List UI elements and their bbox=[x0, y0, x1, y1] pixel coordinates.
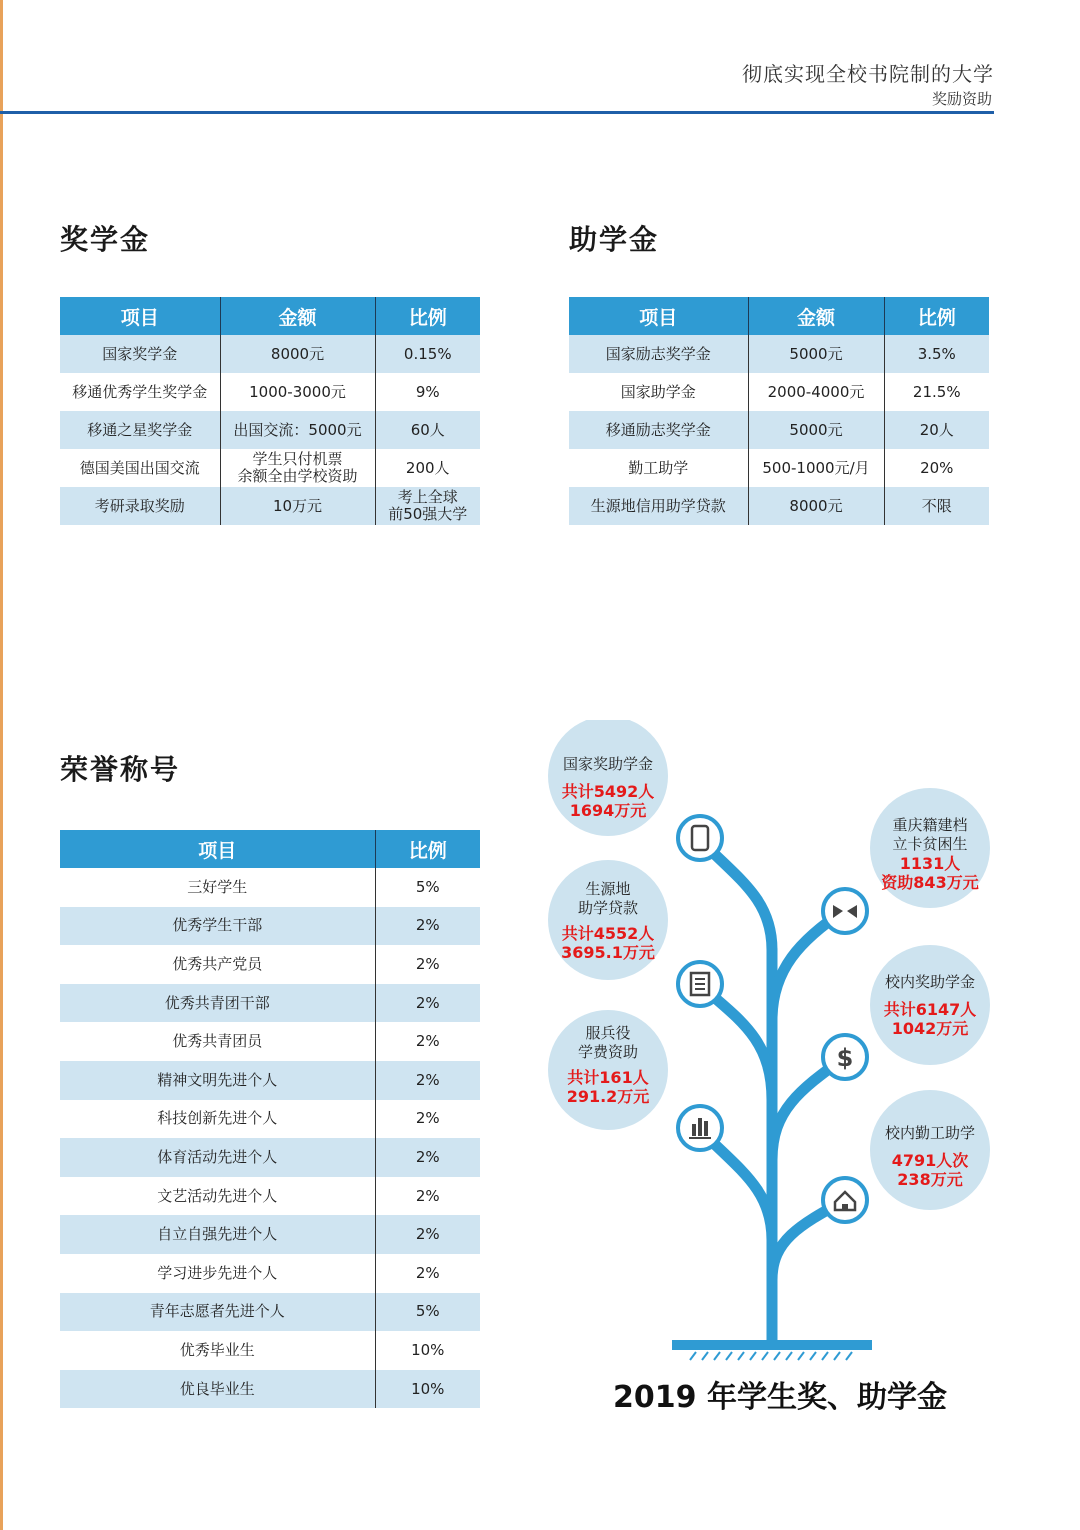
table-cell: 2% bbox=[375, 1138, 480, 1177]
dollar-icon bbox=[823, 1035, 867, 1079]
tree-ground-hatch bbox=[690, 1352, 852, 1360]
table-cell: 考研录取奖励 bbox=[60, 487, 220, 525]
table-cell: 500-1000元/月 bbox=[748, 449, 884, 487]
bubble-value: 1131人 bbox=[899, 854, 961, 873]
table-cell: 国家助学金 bbox=[569, 373, 748, 411]
table-cell: 勤工助学 bbox=[569, 449, 748, 487]
table-row bbox=[60, 449, 480, 487]
table-cell: 20人 bbox=[884, 411, 989, 449]
bubble-poverty-text bbox=[870, 816, 990, 892]
bubble-value: 资助843万元 bbox=[881, 873, 979, 892]
phone-icon bbox=[678, 816, 722, 860]
table-row bbox=[569, 373, 989, 411]
svg-text:$: $ bbox=[836, 1044, 854, 1072]
bubble-value: 4791人次 bbox=[891, 1151, 969, 1170]
column-header: 比例 bbox=[884, 297, 989, 335]
bubble-national-text bbox=[548, 755, 668, 820]
bubble-work-study-text bbox=[870, 1124, 990, 1189]
bubble-value: 共计4552人 bbox=[561, 924, 655, 943]
table-cell: 移通优秀学生奖学金 bbox=[60, 373, 220, 411]
grant-title: 助学金 bbox=[569, 223, 660, 256]
table-row bbox=[569, 335, 989, 373]
table-cell: 优秀毕业生 bbox=[60, 1331, 375, 1370]
table-cell: 5% bbox=[375, 1293, 480, 1332]
table-cell: 移通励志奖学金 bbox=[569, 411, 748, 449]
table-row bbox=[60, 1100, 480, 1139]
table-cell: 5000元 bbox=[748, 411, 884, 449]
cell-line: 前50强大学 bbox=[388, 505, 468, 523]
column-header: 比例 bbox=[375, 297, 480, 335]
header-divider bbox=[0, 111, 994, 114]
table-cell: 8000元 bbox=[220, 335, 375, 373]
table-cell: 优良毕业生 bbox=[60, 1370, 375, 1409]
column-header: 项目 bbox=[60, 830, 375, 868]
column-header: 项目 bbox=[569, 297, 748, 335]
bubble-label: 立卡贫困生 bbox=[892, 835, 968, 853]
table-row bbox=[60, 1293, 480, 1332]
tree-caption: 2019 年学生奖、助学金 bbox=[613, 1380, 947, 1415]
table-cell: 优秀学生干部 bbox=[60, 907, 375, 946]
table-row bbox=[60, 1215, 480, 1254]
table-row bbox=[569, 487, 989, 525]
table-cell: 学习进步先进个人 bbox=[60, 1254, 375, 1293]
bubble-campus-grant-text bbox=[870, 973, 990, 1038]
handshake-icon bbox=[823, 889, 867, 933]
table-cell: 科技创新先进个人 bbox=[60, 1100, 375, 1139]
table-row bbox=[60, 1331, 480, 1370]
table-cell: 21.5% bbox=[884, 373, 989, 411]
table-cell: 2% bbox=[375, 945, 480, 984]
table-row bbox=[60, 945, 480, 984]
table-cell bbox=[375, 487, 480, 525]
bubble-label: 国家奖助学金 bbox=[562, 755, 653, 773]
table-cell: 20% bbox=[884, 449, 989, 487]
column-header: 金额 bbox=[748, 297, 884, 335]
column-header: 比例 bbox=[375, 830, 480, 868]
table-cell: 10% bbox=[375, 1331, 480, 1370]
document-icon bbox=[678, 962, 722, 1006]
table-row bbox=[60, 1022, 480, 1061]
scholarship-table bbox=[60, 297, 480, 525]
bubble-label: 助学贷款 bbox=[577, 899, 638, 917]
bar-chart-icon bbox=[678, 1106, 722, 1150]
bubble-value: 1694万元 bbox=[569, 801, 647, 820]
table-cell: 国家励志奖学金 bbox=[569, 335, 748, 373]
table-cell: 8000元 bbox=[748, 487, 884, 525]
table-row bbox=[60, 1061, 480, 1100]
table-row bbox=[569, 449, 989, 487]
table-cell: 2% bbox=[375, 1215, 480, 1254]
table-cell: 优秀共青团员 bbox=[60, 1022, 375, 1061]
table-row bbox=[60, 984, 480, 1023]
bubble-label: 服兵役 bbox=[585, 1024, 631, 1042]
table-cell: 出国交流：5000元 bbox=[220, 411, 375, 449]
table-cell: 青年志愿者先进个人 bbox=[60, 1293, 375, 1332]
table-cell: 200人 bbox=[375, 449, 480, 487]
table-row bbox=[60, 868, 480, 907]
header-title: 彻底实现全校书院制的大学 bbox=[742, 62, 994, 86]
table-cell: 优秀共产党员 bbox=[60, 945, 375, 984]
bubble-military-text bbox=[548, 1024, 668, 1106]
table-cell: 2% bbox=[375, 984, 480, 1023]
bubble-value: 共计5492人 bbox=[561, 782, 655, 801]
table-row bbox=[60, 411, 480, 449]
honors-table bbox=[60, 830, 480, 1408]
bubble-label: 校内奖助学金 bbox=[884, 973, 975, 991]
table-cell: 自立自强先进个人 bbox=[60, 1215, 375, 1254]
table-cell: 生源地信用助学贷款 bbox=[569, 487, 748, 525]
table-cell: 5% bbox=[375, 868, 480, 907]
cell-line: 余额全由学校资助 bbox=[237, 467, 358, 485]
page-edge bbox=[0, 0, 3, 1530]
bubble-value: 共计6147人 bbox=[883, 1000, 977, 1019]
header-subtitle: 奖励资助 bbox=[931, 90, 992, 108]
table-row bbox=[60, 907, 480, 946]
column-header: 金额 bbox=[220, 297, 375, 335]
table-cell: 精神文明先进个人 bbox=[60, 1061, 375, 1100]
bubble-label: 重庆籍建档 bbox=[892, 816, 968, 834]
table-row bbox=[60, 1370, 480, 1409]
bubble-label: 学费资助 bbox=[577, 1043, 638, 1061]
table-cell: 1000-3000元 bbox=[220, 373, 375, 411]
table-row bbox=[60, 335, 480, 373]
table-cell: 优秀共青团干部 bbox=[60, 984, 375, 1023]
bubble-value: 238万元 bbox=[897, 1170, 963, 1189]
table-row bbox=[60, 487, 480, 525]
bubble-label: 校内勤工助学 bbox=[884, 1124, 975, 1142]
bubble-value: 291.2万元 bbox=[566, 1087, 650, 1106]
table-cell: 德国美国出国交流 bbox=[60, 449, 220, 487]
bubble-value: 3695.1万元 bbox=[561, 943, 655, 962]
cell-line: 考上全球 bbox=[397, 488, 458, 506]
table-cell: 2% bbox=[375, 1022, 480, 1061]
table-row bbox=[569, 411, 989, 449]
table-cell: 2% bbox=[375, 1254, 480, 1293]
table-row bbox=[60, 1254, 480, 1293]
table-cell: 10% bbox=[375, 1370, 480, 1409]
table-cell: 2000-4000元 bbox=[748, 373, 884, 411]
table-cell: 2% bbox=[375, 1177, 480, 1216]
table-cell: 2% bbox=[375, 1100, 480, 1139]
table-cell: 移通之星奖学金 bbox=[60, 411, 220, 449]
table-cell: 文艺活动先进个人 bbox=[60, 1177, 375, 1216]
table-cell: 9% bbox=[375, 373, 480, 411]
table-row bbox=[60, 373, 480, 411]
table-row bbox=[60, 1138, 480, 1177]
bubble-value: 共计161人 bbox=[567, 1068, 649, 1087]
table-cell: 国家奖学金 bbox=[60, 335, 220, 373]
grant-table bbox=[569, 297, 989, 525]
honors-title: 荣誉称号 bbox=[60, 753, 181, 786]
cell-line: 学生只付机票 bbox=[252, 450, 343, 468]
home-icon bbox=[823, 1178, 867, 1222]
column-header: 项目 bbox=[60, 297, 220, 335]
bubble-value: 1042万元 bbox=[891, 1019, 969, 1038]
table-cell: 60人 bbox=[375, 411, 480, 449]
bubble-label: 生源地 bbox=[585, 880, 631, 898]
table-cell: 2% bbox=[375, 1061, 480, 1100]
table-cell bbox=[220, 449, 375, 487]
table-cell: 10万元 bbox=[220, 487, 375, 525]
table-cell: 3.5% bbox=[884, 335, 989, 373]
table-cell: 不限 bbox=[884, 487, 989, 525]
tree-base bbox=[672, 1340, 872, 1350]
bubble-loan-text bbox=[548, 880, 668, 962]
scholarship-title: 奖学金 bbox=[60, 223, 151, 256]
table-cell: 体育活动先进个人 bbox=[60, 1138, 375, 1177]
table-cell: 三好学生 bbox=[60, 868, 375, 907]
table-cell: 5000元 bbox=[748, 335, 884, 373]
table-cell: 0.15% bbox=[375, 335, 480, 373]
table-cell: 2% bbox=[375, 907, 480, 946]
table-row bbox=[60, 1177, 480, 1216]
